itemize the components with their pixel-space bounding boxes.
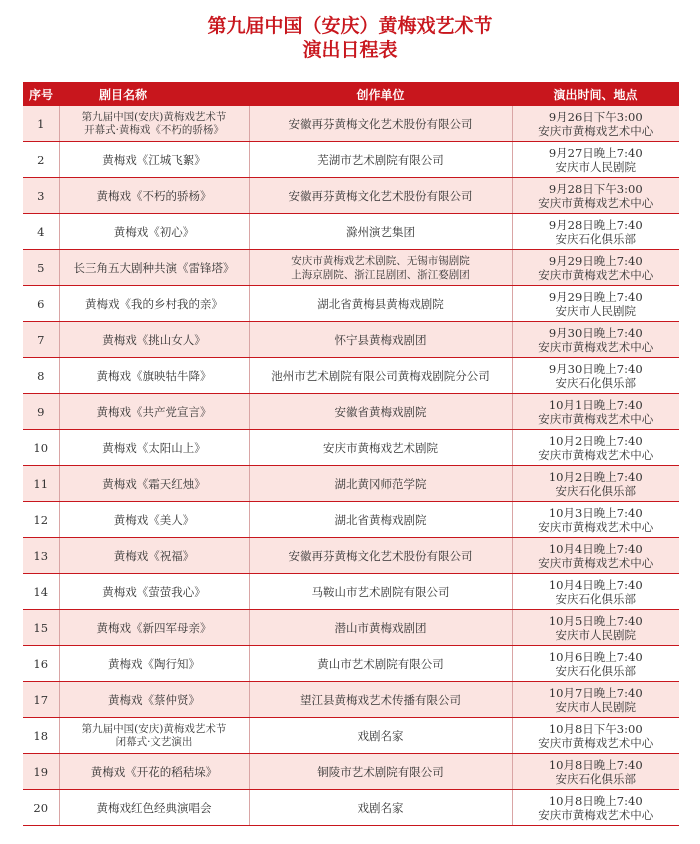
program-name [59,538,249,574]
table-row [23,322,679,358]
production-company [249,178,512,214]
column-header-number: 序号 [23,82,59,106]
program-name-line: 黄梅戏《初心》 [113,224,195,239]
production-company-line: 安徽再芬黄梅文化艺术股份有限公司 [288,548,473,563]
table-row [23,538,679,574]
production-company-line: 湖北省黄梅县黄梅戏剧院 [317,296,444,311]
performance-venue: 安庆市黄梅戏艺术中心 [538,267,654,282]
program-name-line: 黄梅戏《不朽的骄杨》 [96,188,212,203]
row-number: 4 [23,214,59,250]
table-row [23,574,679,610]
schedule-rows [23,106,679,826]
program-name-line: 第九届中国(安庆)黄梅戏艺术节 [81,110,227,123]
table-row [23,754,679,790]
production-company-line: 安徽再芬黄梅文化艺术股份有限公司 [288,188,473,203]
time-place [512,610,679,646]
table-row [23,430,679,466]
program-name-line: 黄梅戏《开花的稻秸垛》 [90,764,218,779]
performance-venue: 安庆石化俱乐部 [555,591,636,606]
time-place [512,250,679,286]
row-number: 6 [23,286,59,322]
table-row [23,178,679,214]
program-name-line: 黄梅戏《新四军母亲》 [96,620,212,635]
production-company [249,574,512,610]
program-name [59,394,249,430]
performance-venue: 安庆市黄梅戏艺术中心 [538,807,654,822]
performance-time: 10月5日晚上7:40 [548,613,643,628]
program-name [59,502,249,538]
time-place [512,718,679,754]
program-name-line: 黄梅戏《祝福》 [113,548,195,563]
program-name [59,106,249,142]
performance-venue: 安庆石化俱乐部 [555,375,636,390]
production-company-line: 湖北黄冈师范学院 [334,476,427,491]
time-place [512,394,679,430]
time-place [512,322,679,358]
program-name [59,790,249,826]
performance-time: 10月2日晚上7:40 [548,469,643,484]
performance-time: 9月30日晚上7:40 [548,361,643,376]
production-company-line: 望江县黄梅戏艺术传播有限公司 [300,692,461,707]
program-name-line: 闭幕式·文艺演出 [115,735,193,748]
table-row [23,466,679,502]
performance-venue: 安庆市黄梅戏艺术中心 [538,555,654,570]
column-header-company: 创作单位 [249,82,512,106]
production-company [249,466,512,502]
program-name [59,358,249,394]
production-company-line: 戏剧名家 [357,800,404,815]
performance-time: 10月4日晚上7:40 [548,577,643,592]
program-name-line: 黄梅戏《挑山女人》 [102,332,206,347]
performance-time: 9月27日晚上7:40 [548,145,643,160]
production-company [249,106,512,142]
time-place [512,106,679,142]
performance-time: 9月28日晚上7:40 [548,217,643,232]
performance-venue: 安庆市黄梅戏艺术中心 [538,123,654,138]
production-company-line: 戏剧名家 [357,728,404,743]
production-company-line: 安庆市黄梅戏艺术剧院 [323,440,438,455]
program-name-line: 黄梅戏《美人》 [113,512,195,527]
schedule-table [23,82,679,826]
performance-venue: 安庆石化俱乐部 [555,771,636,786]
production-company-line: 芜湖市艺术剧院有限公司 [317,152,444,167]
time-place [512,574,679,610]
performance-venue: 安庆市黄梅戏艺术中心 [538,519,654,534]
page-title: 第九届中国（安庆）黄梅戏艺术节 [207,15,493,37]
column-header-time-place: 演出时间、地点 [512,82,679,106]
production-company [249,286,512,322]
time-place [512,538,679,574]
table-row [23,250,679,286]
performance-time: 10月4日晚上7:40 [548,541,643,556]
program-name-line: 黄梅戏《江城飞絮》 [102,152,206,167]
table-row [23,502,679,538]
production-company [249,214,512,250]
program-name [59,754,249,790]
performance-time: 10月8日晚上7:40 [548,793,643,808]
row-number: 18 [23,718,59,754]
row-number: 5 [23,250,59,286]
performance-venue: 安庆市人民剧院 [555,303,636,318]
table-row [23,394,679,430]
production-company-line: 马鞍山市艺术剧院有限公司 [311,584,450,599]
performance-time: 10月8日晚上7:40 [548,757,643,772]
program-name-line: 第九届中国(安庆)黄梅戏艺术节 [81,722,227,735]
program-name [59,214,249,250]
row-number: 2 [23,142,59,178]
production-company [249,646,512,682]
production-company-line: 池州市艺术剧院有限公司黄梅戏剧院分公司 [271,368,490,383]
production-company-line: 上海京剧院、浙江昆剧团、浙江婺剧团 [291,268,470,281]
performance-time: 10月3日晚上7:40 [548,505,643,520]
production-company-line: 湖北省黄梅戏剧院 [334,512,427,527]
production-company [249,502,512,538]
table-row [23,646,679,682]
production-company-line: 滁州演艺集团 [346,224,415,239]
performance-venue: 安庆市黄梅戏艺术中心 [538,735,654,750]
row-number: 7 [23,322,59,358]
program-name [59,286,249,322]
table-row [23,718,679,754]
program-name [59,250,249,286]
table-row [23,142,679,178]
production-company [249,610,512,646]
production-company [249,394,512,430]
production-company-line: 黄山市艺术剧院有限公司 [317,656,444,671]
production-company [249,682,512,718]
time-place [512,682,679,718]
production-company-line: 潜山市黄梅戏剧团 [334,620,427,635]
time-place [512,142,679,178]
performance-venue: 安庆市黄梅戏艺术中心 [538,339,654,354]
time-place [512,358,679,394]
production-company-line: 铜陵市艺术剧院有限公司 [317,764,444,779]
program-name [59,718,249,754]
table-header-row [23,82,679,106]
performance-venue: 安庆市黄梅戏艺术中心 [538,195,654,210]
program-name-line: 黄梅戏《萤萤我心》 [102,584,206,599]
row-number: 3 [23,178,59,214]
performance-venue: 安庆石化俱乐部 [555,663,636,678]
program-name [59,574,249,610]
table-row [23,358,679,394]
production-company [249,538,512,574]
program-name-line: 黄梅戏《霜天红烛》 [102,476,206,491]
production-company [249,250,512,286]
program-name [59,646,249,682]
performance-time: 9月29日晚上7:40 [548,253,643,268]
time-place [512,790,679,826]
row-number: 1 [23,106,59,142]
table-row [23,286,679,322]
production-company [249,322,512,358]
program-name-line: 黄梅戏《蔡仲贤》 [108,692,200,707]
table-row [23,214,679,250]
performance-venue: 安庆石化俱乐部 [555,231,636,246]
production-company [249,358,512,394]
program-name-line: 黄梅戏《陶行知》 [108,656,200,671]
time-place [512,502,679,538]
performance-venue: 安庆市黄梅戏艺术中心 [538,411,654,426]
production-company [249,790,512,826]
program-name-line: 黄梅戏《旗映牯牛降》 [96,368,212,383]
time-place [512,178,679,214]
row-number: 9 [23,394,59,430]
program-name-line: 黄梅戏《太阳山上》 [102,440,206,455]
program-name [59,610,249,646]
program-name-line: 开幕式·黄梅戏《不朽的骄杨》 [84,123,224,136]
row-number: 10 [23,430,59,466]
time-place [512,214,679,250]
performance-time: 10月1日晚上7:40 [548,397,643,412]
program-name-line: 黄梅戏《我的乡村我的亲》 [85,296,223,311]
production-company [249,718,512,754]
row-number: 17 [23,682,59,718]
performance-time: 9月26日下午3:00 [548,109,643,124]
performance-time: 9月30日晚上7:40 [548,325,643,340]
row-number: 20 [23,790,59,826]
time-place [512,286,679,322]
time-place [512,754,679,790]
performance-time: 9月28日下午3:00 [548,181,643,196]
page-subtitle: 演出日程表 [302,39,398,61]
column-header-program: 剧目名称 [59,82,249,106]
performance-time: 10月7日晚上7:40 [548,685,643,700]
row-number: 15 [23,610,59,646]
table-row [23,610,679,646]
time-place [512,430,679,466]
row-number: 19 [23,754,59,790]
program-name-line: 黄梅戏《共产党宣言》 [96,404,212,419]
production-company-line: 怀宁县黄梅戏剧团 [334,332,427,347]
production-company [249,142,512,178]
performance-time: 10月2日晚上7:40 [548,433,643,448]
production-company-line: 安庆市黄梅戏艺术剧院、无锡市锡剧院 [291,254,470,267]
row-number: 12 [23,502,59,538]
performance-venue: 安庆石化俱乐部 [555,483,636,498]
production-company-line: 安徽省黄梅戏剧院 [334,404,427,419]
table-row [23,682,679,718]
row-number: 13 [23,538,59,574]
program-name [59,430,249,466]
program-name-line: 黄梅戏红色经典演唱会 [96,800,212,815]
performance-time: 10月8日下午3:00 [548,721,643,736]
production-company [249,754,512,790]
performance-time: 10月6日晚上7:40 [548,649,643,664]
row-number: 8 [23,358,59,394]
production-company-line: 安徽再芬黄梅文化艺术股份有限公司 [288,116,473,131]
program-name [59,322,249,358]
performance-venue: 安庆市人民剧院 [555,699,636,714]
production-company [249,430,512,466]
row-number: 14 [23,574,59,610]
program-name [59,466,249,502]
performance-time: 9月29日晚上7:40 [548,289,643,304]
time-place [512,646,679,682]
program-name [59,142,249,178]
performance-venue: 安庆市黄梅戏艺术中心 [538,447,654,462]
time-place [512,466,679,502]
row-number: 16 [23,646,59,682]
row-number: 11 [23,466,59,502]
program-name [59,178,249,214]
table-row [23,106,679,142]
performance-venue: 安庆市人民剧院 [555,159,636,174]
table-row [23,790,679,826]
program-name-line: 长三角五大剧种共演《雷锋塔》 [73,260,235,275]
performance-venue: 安庆市人民剧院 [555,627,636,642]
program-name [59,682,249,718]
